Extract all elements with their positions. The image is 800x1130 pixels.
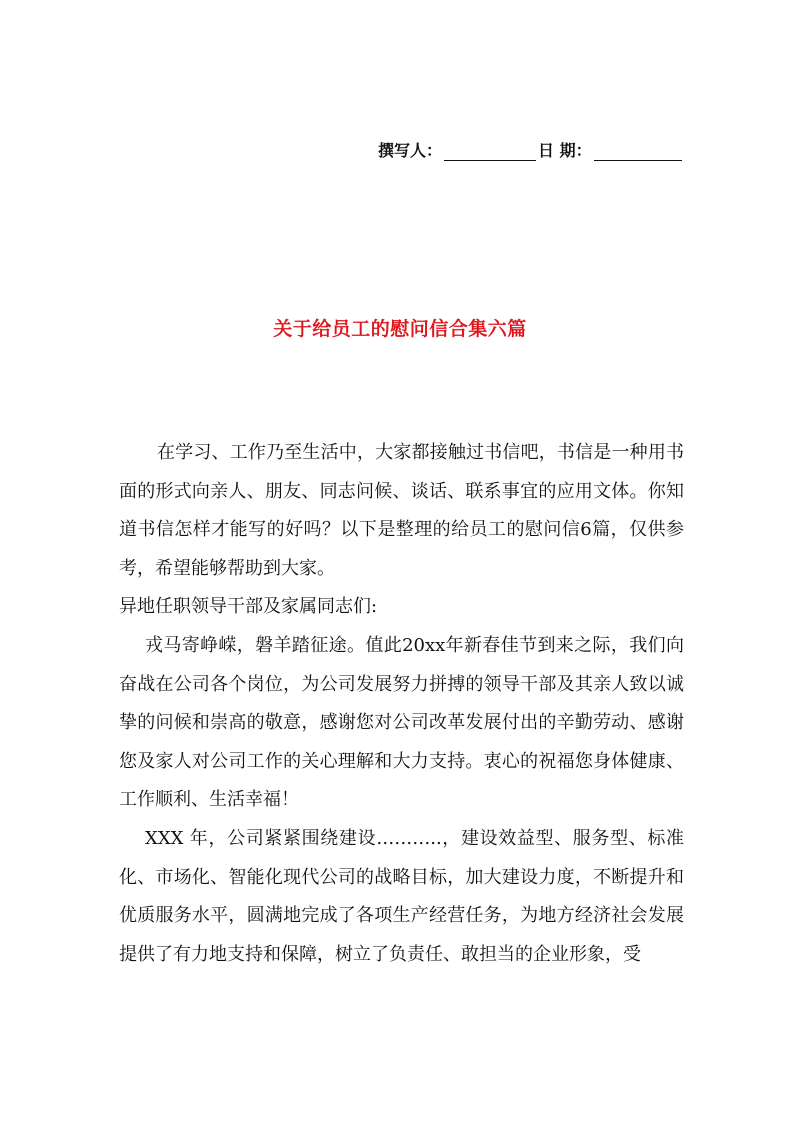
salutation: 异地任职领导干部及家属同志们: <box>119 596 378 618</box>
review-paragraph: XXX 年，公司紧紧围绕建设………..，建设效益型、服务型、标准化、市场化、智能化现代公司的战略目标，加大建设力度，不断提升和优质服务水平，圆满地完成了各项生产经营任务，为地方经济社会发展提供了有力地支持和保障，树立了负责任、敢担当的企业形象，受 <box>119 827 684 965</box>
intro-paragraph: 在学习、工作乃至生活中，大家都接触过书信吧，书信是一种用书面的形式向亲人、朋友、同志问候、谈话、联系事宜的应用文体。你知道书信怎样才能写的好吗？以下是整理的给员工的慰问信6篇，仅供参考，希望能够帮助到大家。 <box>119 442 684 579</box>
date-blank-field <box>594 145 682 161</box>
greeting-paragraph: 戎马寄峥嵘，磐羊踏征途。值此20xx年新春佳节到来之际，我们向奋战在公司各个岗位，为公司发展努力拼搏的领导干部及其亲人致以诚挚的问候和崇高的敬意，感谢您对公司改革发展付出的辛勤劳动、感谢您及家人对公司工作的关心理解和大力支持。衷心的祝福您身体健康、工作顺利、生活幸福！ <box>119 634 684 811</box>
document-body <box>119 434 684 974</box>
date-label: 日 期： <box>538 141 592 160</box>
author-date-line <box>378 138 688 161</box>
author-label: 撰写人： <box>378 141 443 160</box>
document-title: 关于给员工的慰问信合集六篇 <box>273 318 527 340</box>
author-blank-field <box>444 145 536 161</box>
